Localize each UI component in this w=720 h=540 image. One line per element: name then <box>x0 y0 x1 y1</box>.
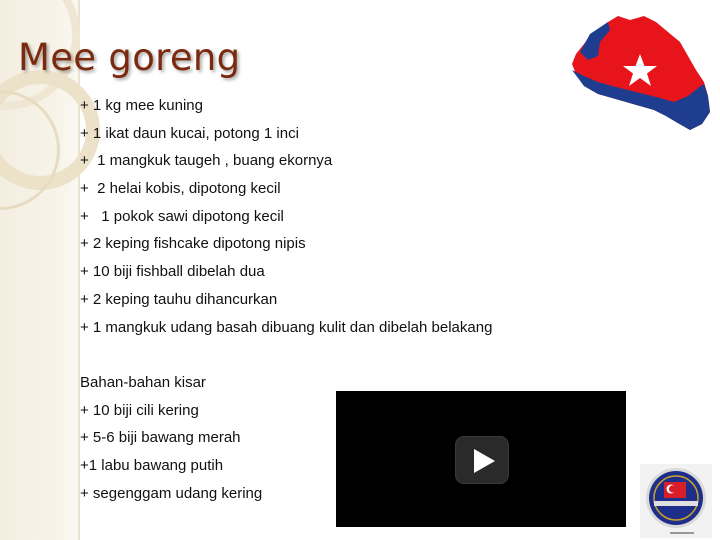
list-item: + 1 ikat daun kucai, potong 1 inci <box>80 124 299 142</box>
list-item: +1 labu bawang putih <box>80 456 224 474</box>
list-item: + 1 pokok sawi dipotong kecil <box>80 207 284 225</box>
emblem-badge-icon <box>640 464 712 538</box>
johor-flag-map-icon <box>570 12 712 134</box>
list-item: + 2 keping fishcake dipotong nipis <box>80 235 306 253</box>
blank-line <box>80 341 492 369</box>
list-item: + segenggam udang kering <box>80 484 263 502</box>
video-player[interactable] <box>336 391 626 527</box>
list-item: + 1 mangkuk udang basah dibuang kulit dan dibelah belakang <box>80 318 493 336</box>
blend-heading: Bahan-bahan kisar <box>80 373 206 391</box>
list-item: + 2 helai kobis, dipotong kecil <box>80 180 281 198</box>
list-item: + 1 mangkuk taugeh , buang ekornya <box>80 152 333 170</box>
play-icon <box>472 448 496 474</box>
list-item: + 2 keping tauhu dihancurkan <box>80 290 278 308</box>
list-item: + 10 biji cili kering <box>80 401 199 419</box>
list-item: + 10 biji fishball dibelah dua <box>80 263 265 281</box>
list-item: + 1 kg mee kuning <box>80 97 203 114</box>
list-item: + 5-6 biji bawang merah <box>80 429 241 447</box>
play-button[interactable] <box>455 436 509 484</box>
slide-title: Mee goreng <box>18 36 241 79</box>
